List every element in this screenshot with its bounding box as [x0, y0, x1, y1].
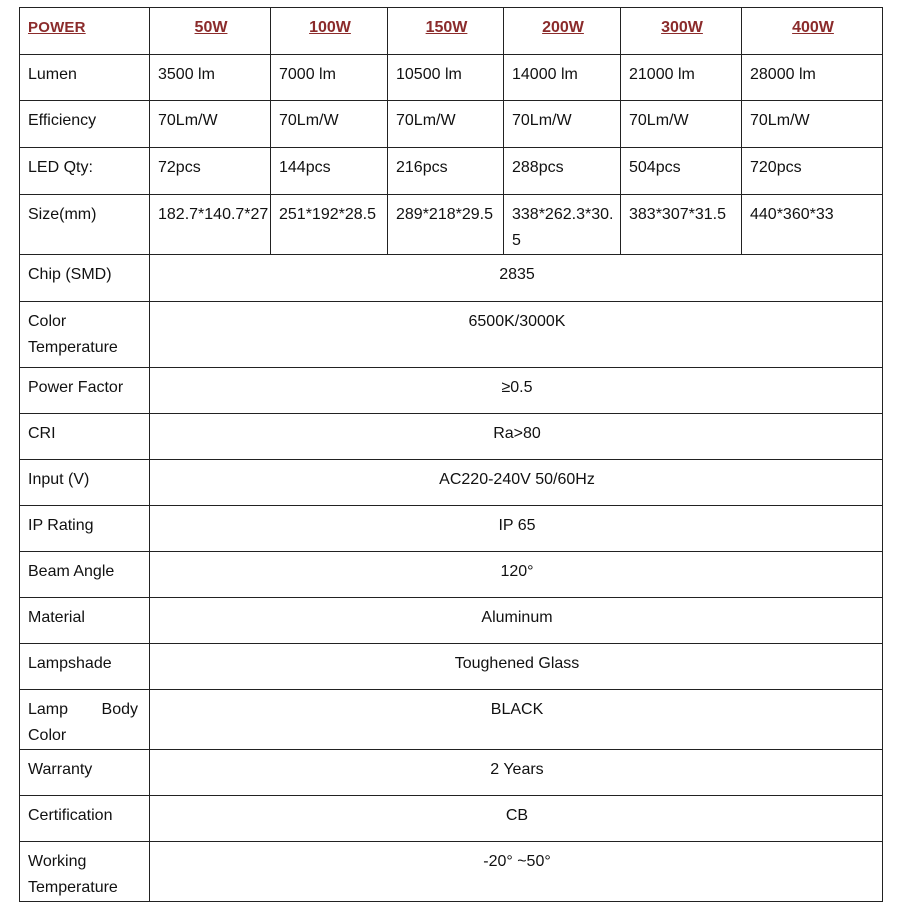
- cell: 3500 lm: [150, 55, 271, 101]
- model-label: 50W: [194, 19, 228, 36]
- cell-chip: 2835: [150, 255, 883, 302]
- cell-color-temperature: 6500K/3000K: [150, 302, 883, 368]
- cell: 720pcs: [742, 148, 883, 195]
- cell-material: Aluminum: [150, 598, 883, 644]
- row-label: Certification: [20, 796, 150, 842]
- row-label: Lumen: [20, 55, 150, 101]
- cell-certification: CB: [150, 796, 883, 842]
- header-row: [20, 8, 883, 55]
- cell: 289*218*29.5: [388, 195, 504, 255]
- header-model-300w: [621, 8, 742, 55]
- row-led-qty: [20, 148, 883, 195]
- row-material: [20, 598, 883, 644]
- label-line: Temperature: [28, 879, 118, 896]
- model-label: 200W: [542, 19, 584, 36]
- model-label: 150W: [425, 19, 468, 36]
- row-label: CRI: [20, 414, 150, 460]
- cell: 338*262.3*30.5: [504, 195, 621, 255]
- row-beam-angle: [20, 552, 883, 598]
- row-label: Beam Angle: [20, 552, 150, 598]
- header-model-100w: [271, 8, 388, 55]
- cell-cri: Ra>80: [150, 414, 883, 460]
- row-label: [20, 690, 150, 750]
- row-efficiency: [20, 101, 883, 148]
- row-ip-rating: [20, 506, 883, 552]
- cell: 70Lm/W: [742, 101, 883, 148]
- label-line-justified: [28, 697, 138, 723]
- label-line: Color: [28, 727, 67, 744]
- cell-input: AC220-240V 50/60Hz: [150, 460, 883, 506]
- cell-power-factor: ≥0.5: [150, 368, 883, 414]
- row-label: [20, 302, 150, 368]
- cell-beam-angle: 120°: [150, 552, 883, 598]
- header-model-50w: [150, 8, 271, 55]
- cell-lampshade: Toughened Glass: [150, 644, 883, 690]
- row-label: [20, 842, 150, 902]
- model-label: 300W: [661, 19, 703, 36]
- header-power-label: POWER: [28, 19, 86, 36]
- row-label: Material: [20, 598, 150, 644]
- row-lampshade: [20, 644, 883, 690]
- cell: 70Lm/W: [271, 101, 388, 148]
- spec-table: [19, 7, 883, 902]
- label-line: Color: [28, 313, 67, 330]
- cell: 70Lm/W: [150, 101, 271, 148]
- cell: 440*360*33: [742, 195, 883, 255]
- row-size: [20, 195, 883, 255]
- model-label: 400W: [792, 19, 834, 36]
- label-word: Lamp: [28, 701, 69, 718]
- cell: 144pcs: [271, 148, 388, 195]
- row-chip: [20, 255, 883, 302]
- cell: 10500 lm: [388, 55, 504, 101]
- cell: 70Lm/W: [504, 101, 621, 148]
- cell: 70Lm/W: [621, 101, 742, 148]
- cell: 7000 lm: [271, 55, 388, 101]
- header-power: [20, 8, 150, 55]
- header-model-150w: [388, 8, 504, 55]
- row-label: IP Rating: [20, 506, 150, 552]
- row-body-color: [20, 690, 883, 750]
- row-input: [20, 460, 883, 506]
- row-label: Input (V): [20, 460, 150, 506]
- cell-warranty: 2 Years: [150, 750, 883, 796]
- row-certification: [20, 796, 883, 842]
- cell: 216pcs: [388, 148, 504, 195]
- cell: 14000 lm: [504, 55, 621, 101]
- cell-working-temperature: -20° ~50°: [150, 842, 883, 902]
- row-warranty: [20, 750, 883, 796]
- cell: 70Lm/W: [388, 101, 504, 148]
- cell-body-color: BLACK: [150, 690, 883, 750]
- header-model-400w: [742, 8, 883, 55]
- row-power-factor: [20, 368, 883, 414]
- row-lumen: [20, 55, 883, 101]
- label-line: Working: [28, 853, 87, 870]
- label-line: Temperature: [28, 339, 118, 356]
- cell: 288pcs: [504, 148, 621, 195]
- row-label: Chip (SMD): [20, 255, 150, 302]
- cell: 182.7*140.7*27: [150, 195, 271, 255]
- row-color-temperature: [20, 302, 883, 368]
- row-label: Size(mm): [20, 195, 150, 255]
- cell: 28000 lm: [742, 55, 883, 101]
- header-model-200w: [504, 8, 621, 55]
- cell: 21000 lm: [621, 55, 742, 101]
- model-label: 100W: [309, 19, 351, 36]
- cell: 251*192*28.5: [271, 195, 388, 255]
- row-label: Power Factor: [20, 368, 150, 414]
- row-label: Warranty: [20, 750, 150, 796]
- row-cri: [20, 414, 883, 460]
- row-label: Efficiency: [20, 101, 150, 148]
- cell: 72pcs: [150, 148, 271, 195]
- row-label: Lampshade: [20, 644, 150, 690]
- cell: 504pcs: [621, 148, 742, 195]
- label-word: Body: [101, 701, 138, 718]
- cell-ip-rating: IP 65: [150, 506, 883, 552]
- row-working-temperature: [20, 842, 883, 902]
- cell: 383*307*31.5: [621, 195, 742, 255]
- row-label: LED Qty:: [20, 148, 150, 195]
